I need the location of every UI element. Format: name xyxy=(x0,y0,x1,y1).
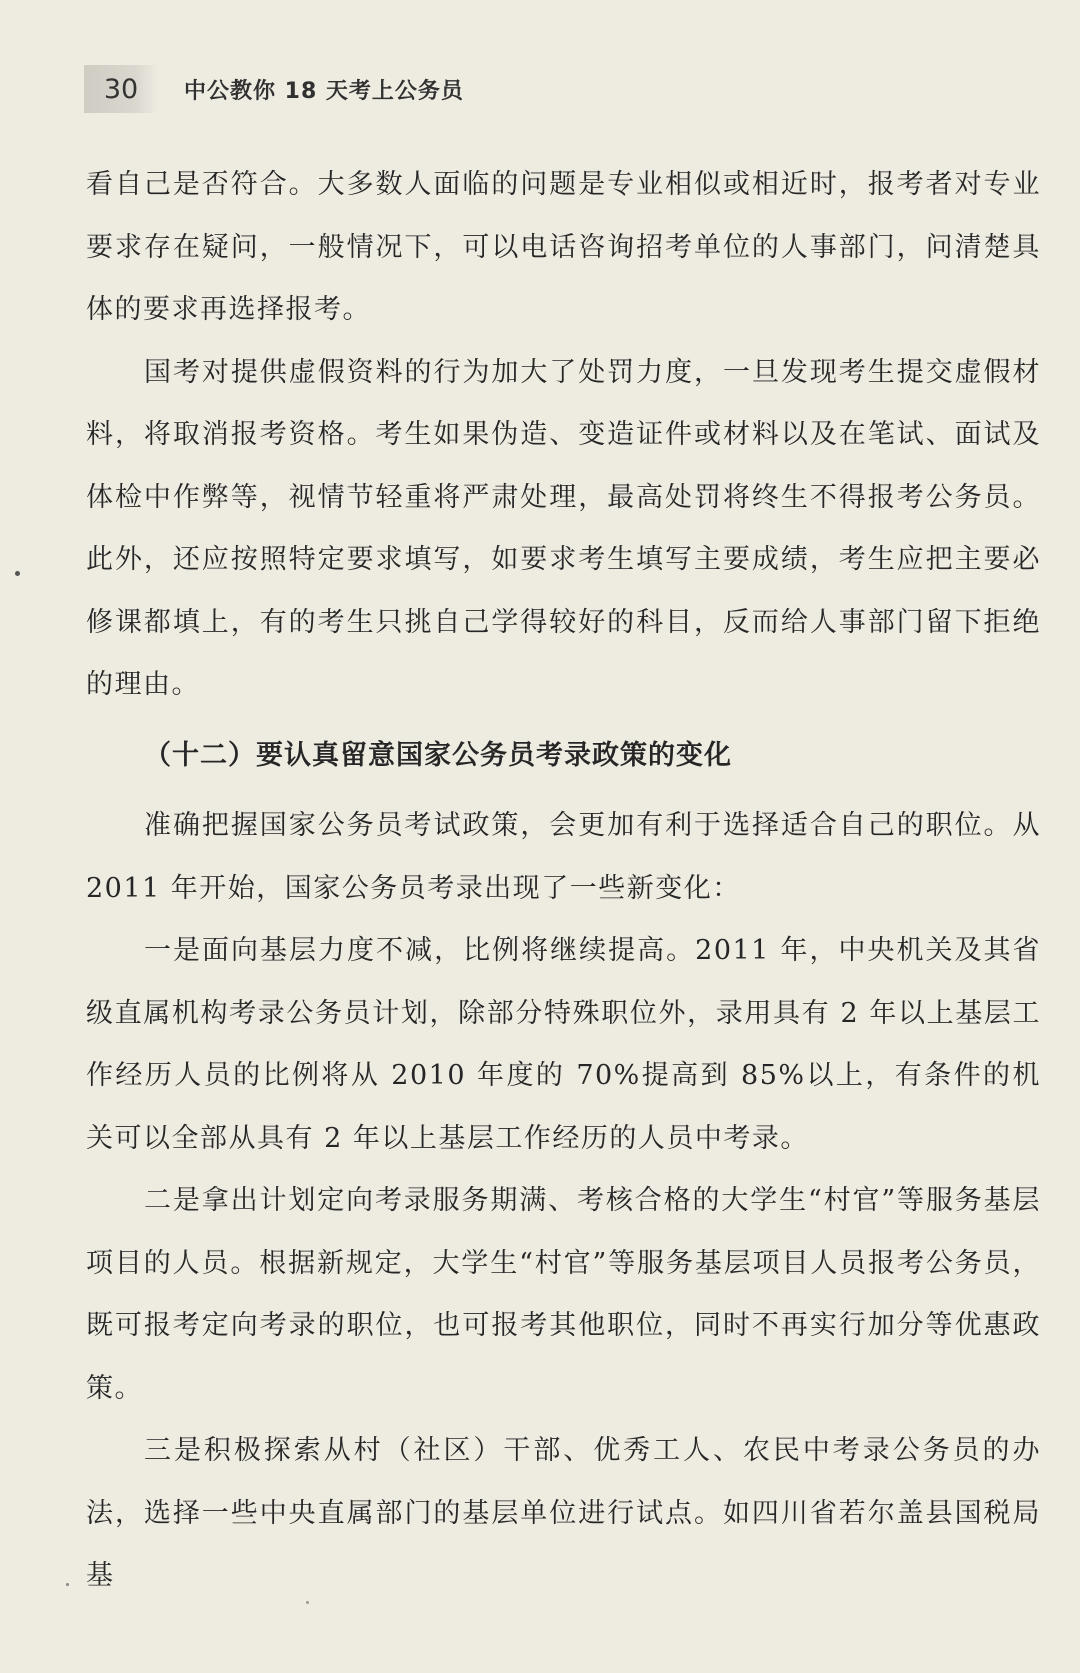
paragraph-1: 看自己是否符合。大多数人面临的问题是专业相似或相近时，报考者对专业要求存在疑问，一般情况下，可以电话咨询招考单位的人事部门，问清楚具体的要求再选择报考。 xyxy=(86,169,1041,325)
page-number: 30 xyxy=(84,65,158,113)
paragraph-4: 一是面向基层力度不减，比例将继续提高。2011 年，中央机关及其省级直属机构考录公务员计划，除部分特殊职位外，录用具有 2 年以上基层工作经历人员的比例将从 2010 年度的 70%提高到 85%以上，有条件的机关可以全部从具有 2 年以上基层工作经历的人员中考录。 xyxy=(86,935,1041,1154)
body-text xyxy=(86,154,1041,1608)
running-title: 中公教你 18 天考上公务员 xyxy=(184,78,464,104)
section-heading: （十二）要认真留意国家公务员考录政策的变化 xyxy=(144,739,732,771)
paragraph-2: 国考对提供虚假资料的行为加大了处罚力度，一旦发现考生提交虚假材料，将取消报考资格。考生如果伪造、变造证件或材料以及在笔试、面试及体检中作弊等，视情节轻重将严肃处理，最高处罚将终生不得报考公务员。此外，还应按照特定要求填写，如要求考生填写主要成绩，考生应把主要必修课都填上，有的考生只挑自己学得较好的科目，反而给人事部门留下拒绝的理由。 xyxy=(86,356,1041,700)
page-header xyxy=(84,64,464,114)
scan-speck xyxy=(306,1601,309,1604)
paragraph-5: 二是拿出计划定向考录服务期满、考核合格的大学生“村官”等服务基层项目的人员。根据新规定，大学生“村官”等服务基层项目人员报考公务员，既可报考定向考录的职位，也可报考其他职位，同时不再实行加分等优惠政策。 xyxy=(86,1185,1041,1404)
scan-speck xyxy=(15,571,20,576)
paragraph-3: 准确把握国家公务员考试政策，会更加有利于选择适合自己的职位。从 2011 年开始，国家公务员考录出现了一些新变化： xyxy=(86,810,1041,904)
paragraph-6: 三是积极探索从村（社区）干部、优秀工人、农民中考录公务员的办法，选择一些中央直属部门的基层单位进行试点。如四川省若尔盖县国税局基 xyxy=(86,1435,1041,1591)
scan-speck xyxy=(66,1583,69,1586)
